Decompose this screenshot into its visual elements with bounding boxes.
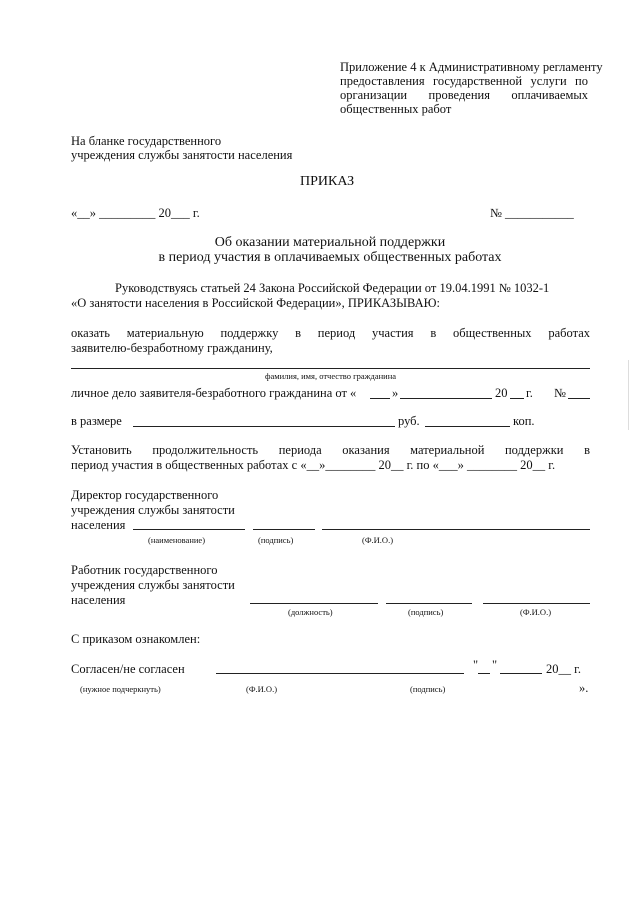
acquainted-label: С приказом ознакомлен:	[71, 632, 201, 646]
director-name-field[interactable]	[133, 529, 245, 530]
case-no: №	[554, 386, 566, 400]
case-month-field[interactable]	[400, 398, 492, 399]
case-prefix: личное дело заявителя-безработного гражданина от «	[71, 386, 357, 400]
order-line-1: оказать материальную поддержку в период участия в общественных работах	[71, 326, 590, 340]
director-sign-field[interactable]	[253, 529, 315, 530]
case-day-field[interactable]	[370, 398, 390, 399]
case-number-field[interactable]	[568, 398, 590, 399]
amount-kop: коп.	[513, 414, 535, 428]
order-number: № ___________	[490, 206, 574, 220]
worker-position-field[interactable]	[250, 603, 378, 604]
consent-fio-field[interactable]	[216, 673, 464, 674]
worker-line-1: Работник государственного	[71, 563, 218, 577]
director-line-3: населения	[71, 518, 126, 532]
consent-label: Согласен/не согласен	[71, 662, 185, 676]
worker-caption-sign: (подпись)	[408, 607, 444, 617]
consent-end: ».	[579, 681, 589, 695]
director-caption-fio: (Ф.И.О.)	[362, 535, 394, 545]
letterhead-line-1: На бланке государственного	[71, 134, 222, 148]
case-quote-close: »	[392, 386, 399, 400]
fio-underline	[71, 368, 590, 369]
director-caption-sign: (подпись)	[258, 535, 294, 545]
page-title: ПРИКАЗ	[300, 174, 355, 189]
consent-caption-sign: (подпись)	[410, 684, 446, 694]
letterhead-line-2: учреждения службы занятости населения	[71, 148, 293, 162]
amount-kop-field[interactable]	[425, 426, 510, 427]
director-line-2: учреждения службы занятости	[71, 503, 235, 517]
scan-edge	[628, 360, 629, 430]
consent-year: 20__ г.	[546, 662, 581, 676]
duration-line-2: период участия в общественных работах с «__»________ 20__ г. по «___» ________ 20__ г.	[71, 458, 556, 472]
appendix-line-2: предоставления государственной услуги по	[340, 74, 588, 88]
director-fio-field[interactable]	[322, 529, 590, 530]
fio-caption: фамилия, имя, отчество гражданина	[264, 371, 397, 381]
order-line-2: заявителю-безработному гражданину,	[71, 341, 273, 355]
director-line-1: Директор государственного	[71, 488, 219, 502]
director-caption-name: (наименование)	[148, 535, 206, 545]
appendix-line-3: организации проведения оплачиваемых	[340, 88, 588, 102]
amount-rub: руб.	[398, 414, 420, 428]
subject-line-2: в период участия в оплачиваемых общественных работах	[158, 250, 502, 265]
basis-line-1: Руководствуясь статьей 24 Закона Российской Федерации от 19.04.1991 № 1032-1	[115, 281, 550, 295]
case-year-field[interactable]	[510, 398, 524, 399]
consent-quote-open: "	[473, 658, 479, 672]
worker-caption-position: (должность)	[288, 607, 333, 617]
case-g: г.	[526, 386, 533, 400]
worker-fio-field[interactable]	[483, 603, 590, 604]
amount-rub-field[interactable]	[133, 426, 395, 427]
consent-caption-underline: (нужное подчеркнуть)	[80, 684, 161, 694]
consent-month-field[interactable]	[500, 673, 542, 674]
appendix-line-4: общественных работ	[340, 102, 452, 116]
worker-line-3: населения	[71, 593, 126, 607]
worker-sign-field[interactable]	[386, 603, 472, 604]
worker-line-2: учреждения службы занятости	[71, 578, 235, 592]
basis-line-2: «О занятости населения в Российской Федерации», ПРИКАЗЫВАЮ:	[71, 296, 440, 310]
consent-quote-close: "	[492, 658, 498, 672]
consent-caption-fio: (Ф.И.О.)	[246, 684, 278, 694]
duration-line-1: Установить продолжительность периода оказания материальной поддержки в	[71, 443, 590, 457]
appendix-line-1: Приложение 4 к Административному регламенту	[340, 60, 603, 74]
worker-caption-fio: (Ф.И.О.)	[520, 607, 552, 617]
order-date: «__» _________ 20___ г.	[71, 206, 200, 220]
amount-prefix: в размере	[71, 414, 122, 428]
subject-line-1: Об оказании материальной поддержки	[214, 235, 446, 250]
consent-day-field[interactable]	[478, 673, 490, 674]
case-year: 20	[495, 386, 508, 400]
